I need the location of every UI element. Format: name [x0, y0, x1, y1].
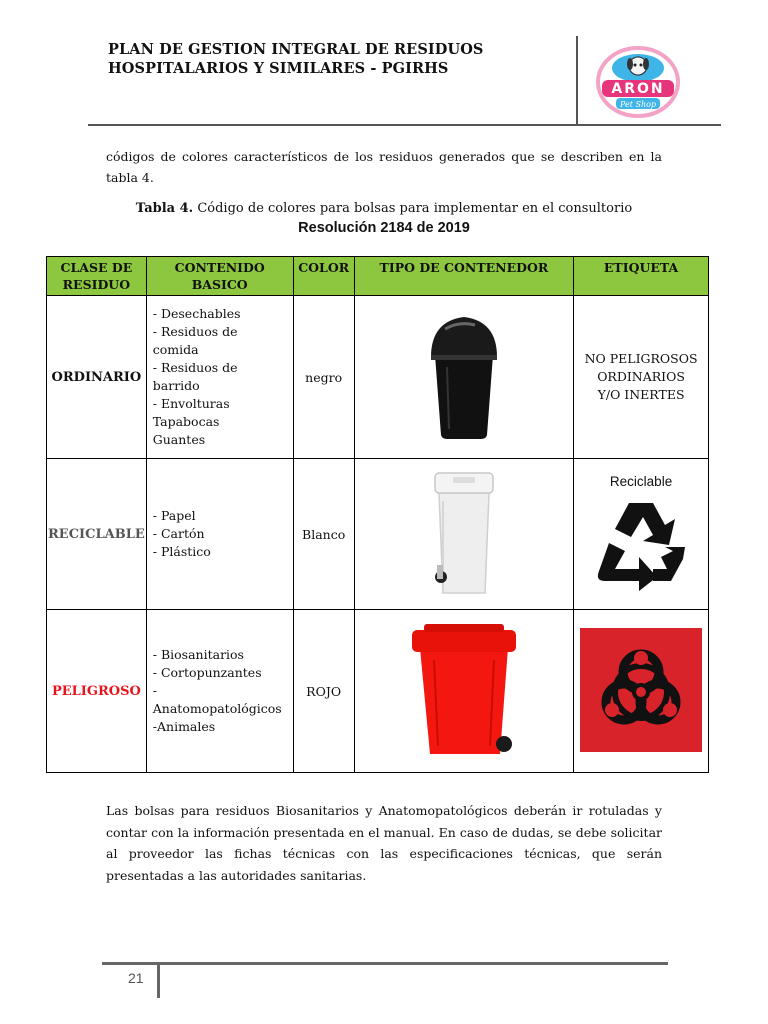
table-caption-label: Tabla 4. [135, 201, 194, 216]
clase-cell [47, 459, 147, 610]
etiqueta-label: Reciclable [609, 474, 673, 489]
etiqueta-cell [574, 459, 709, 610]
table-row-peligroso [47, 610, 709, 773]
clase-label: PELIGROSO [51, 683, 141, 699]
document-header-title: PLAN DE GESTION INTEGRAL DE RESIDUOS HOSPITALARIOS Y SIMILARES - PGIRHS [108, 41, 484, 77]
color-label: ROJO [306, 683, 342, 699]
clase-cell [47, 296, 147, 459]
contenido-line: - Residuos de [152, 360, 238, 375]
table-row-ordinario [47, 296, 709, 459]
red-wheelie-bin-icon [404, 620, 524, 760]
contenedor-cell [354, 610, 574, 773]
footer-paragraph: Las bolsas para residuos Biosanitarios y Anatomopatológicos deberán ir rotuladas y contar con la información presentada en el manual. En caso de dudas, se debe solicitar al proveedor las fichas técnicas con las especificaciones técnicas, que serán presentadas a las autoridades sanitarias. [106, 803, 662, 883]
contenido-line: Guantes [152, 432, 206, 447]
header-divider-horizontal [88, 124, 721, 126]
table-row-reciclable [47, 459, 709, 610]
etiqueta-cell [574, 296, 709, 459]
logo-brand-text: ARON [611, 81, 665, 97]
clase-cell [47, 610, 147, 773]
clase-label: RECICLABLE [48, 526, 145, 542]
etiqueta-label: NO PELIGROSOS ORDINARIOS Y/O INERTES [584, 351, 698, 402]
footer-divider-vertical [157, 962, 160, 998]
black-trash-bin-icon [419, 311, 509, 441]
etiqueta-cell [574, 610, 709, 773]
contenido-line: - [152, 683, 157, 698]
contenido-cell [146, 610, 293, 773]
color-label: negro [305, 369, 343, 385]
header-divider-vertical [576, 36, 578, 126]
contenido-line: comida [152, 342, 199, 357]
color-cell [293, 610, 354, 773]
white-wheelie-bin-icon [419, 465, 509, 601]
page-number: 21 [128, 970, 144, 986]
contenido-line: - Biosanitarios [152, 647, 244, 662]
color-cell [293, 459, 354, 610]
waste-color-code-table [46, 256, 709, 773]
table-caption [0, 200, 768, 218]
contenido-line: - Cartón [152, 526, 205, 541]
contenido-line: - Papel [152, 508, 196, 523]
clase-label: ORDINARIO [51, 369, 142, 385]
contenido-line: barrido [152, 378, 200, 393]
footer-divider-horizontal [102, 962, 668, 965]
contenido-line: Anatomopatológicos [152, 701, 282, 716]
contenedor-cell [354, 459, 574, 610]
header-contenido: CONTENIDO BASICO [146, 257, 293, 296]
contenido-line: - Plástico [152, 544, 211, 559]
contenido-line: -Animales [152, 719, 216, 734]
color-label: Blanco [302, 526, 346, 542]
header-tipo-contenedor: TIPO DE CONTENEDOR [354, 257, 574, 296]
table-header-row [47, 257, 709, 296]
biohazard-icon [580, 628, 702, 752]
header-clase: CLASE DE RESIDUO [47, 257, 147, 296]
aron-pet-shop-logo [592, 42, 684, 122]
contenido-line: - Desechables [152, 306, 241, 321]
contenido-cell [146, 459, 293, 610]
contenido-line: - Residuos de [152, 324, 238, 339]
contenido-line: - Envolturas [152, 396, 230, 411]
contenedor-cell [354, 296, 574, 459]
contenido-cell [146, 296, 293, 459]
header-color: COLOR [293, 257, 354, 296]
intro-paragraph: códigos de colores característicos de los residuos generados que se describen en la tabla 4. [106, 149, 662, 185]
contenido-line: Tapabocas [152, 414, 220, 429]
header-etiqueta: ETIQUETA [574, 257, 709, 296]
recycle-icon [591, 495, 691, 591]
table-caption-text: Código de colores para bolsas para implementar en el consultorio [193, 201, 633, 216]
color-cell [293, 296, 354, 459]
table-caption-subtitle: Resolución 2184 de 2019 [298, 220, 470, 236]
logo-sub-text: Pet Shop [619, 100, 657, 109]
contenido-line: - Cortopunzantes [152, 665, 262, 680]
